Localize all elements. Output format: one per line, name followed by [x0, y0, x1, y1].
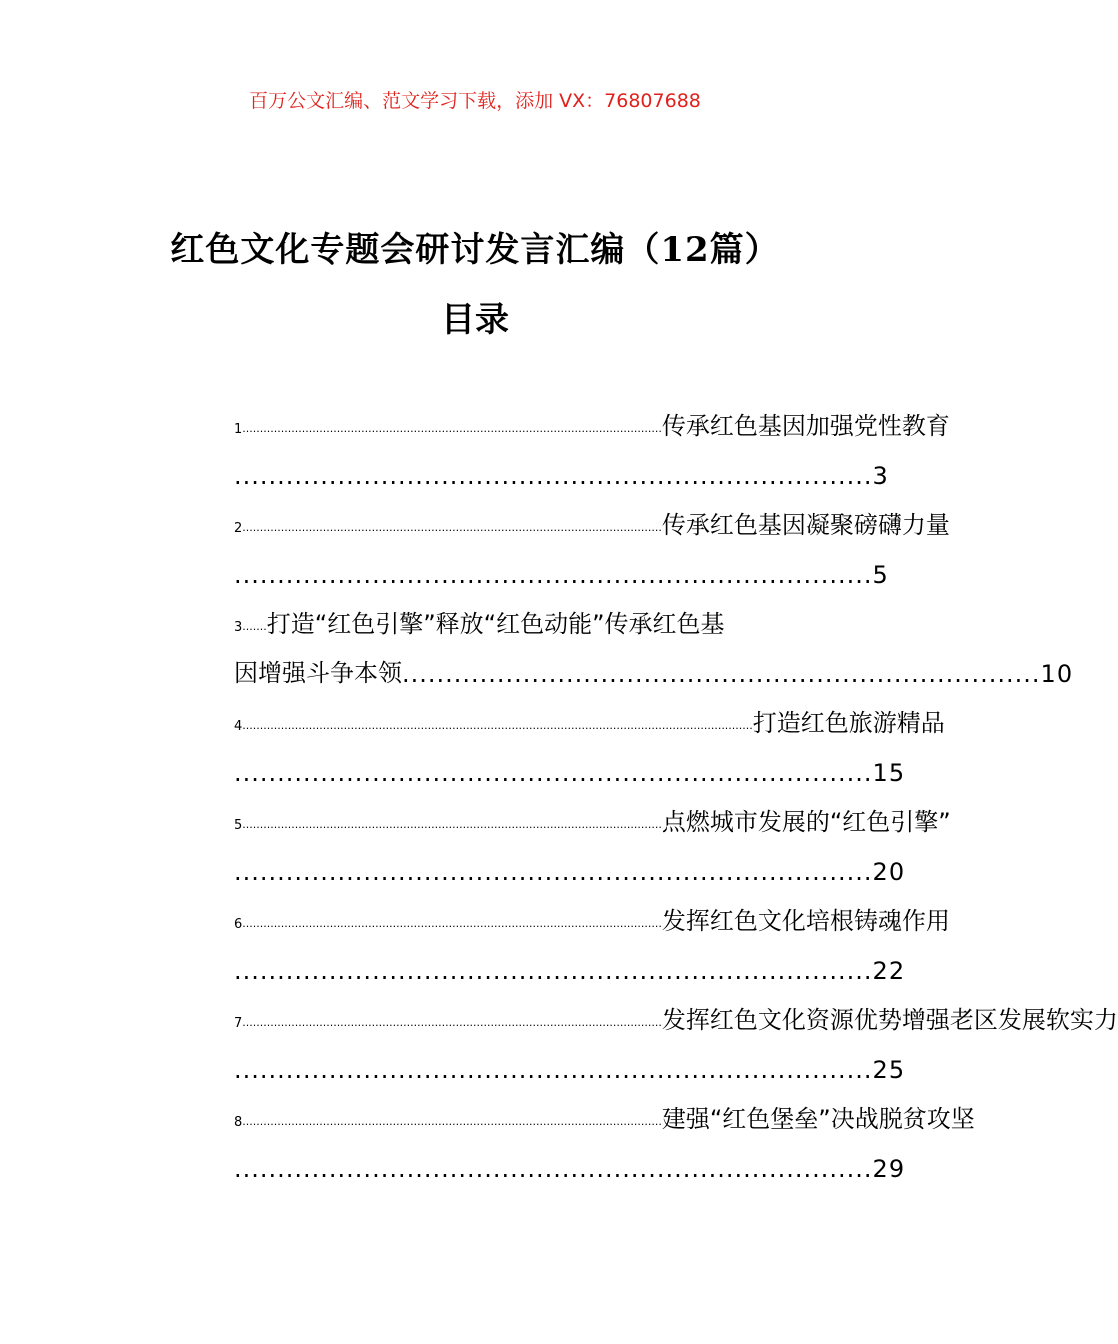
toc-entry-page: 20 — [872, 858, 906, 886]
toc-entry[interactable] — [234, 492, 950, 591]
toc-entry-page: 5 — [872, 561, 889, 589]
toc-entry-number: 8 — [234, 1114, 243, 1130]
toc-entry-title-continued: 因增强斗争本领 — [234, 659, 402, 687]
toc-leader-dots: .......................................................................... — [402, 660, 1041, 688]
toc-leader-dots: .......................................................................... — [234, 1056, 873, 1084]
table-of-contents — [234, 393, 1118, 1185]
header-promo-note: 百万公文汇编、范文学习下载，添加 VX：76807688 — [249, 90, 701, 112]
toc-heading: 目录 — [441, 300, 509, 340]
toc-entry-title: 传承红色基因凝聚磅礴力量 — [661, 510, 950, 539]
toc-entry-page: 22 — [872, 957, 906, 985]
toc-leader-dots: ........................................................................................................................ — [242, 520, 662, 534]
toc-entry-page: 29 — [872, 1155, 906, 1183]
toc-entry-page: 15 — [872, 759, 906, 787]
toc-entry-page: 10 — [1040, 660, 1074, 688]
toc-leader-dots: .......................................................................... — [234, 957, 873, 985]
toc-entry-title: 打造红色旅游精品 — [752, 708, 945, 737]
toc-entry-number: 3 — [234, 619, 243, 635]
toc-entry-number: 2 — [234, 520, 243, 536]
toc-entry[interactable] — [234, 393, 950, 492]
toc-leader-dots: ........................................................................................................................ — [242, 1015, 662, 1029]
toc-entry-number: 7 — [234, 1015, 243, 1031]
toc-leader-dots: .......................................................................... — [234, 462, 873, 490]
toc-entry-number: 1 — [234, 421, 243, 437]
title-number: 12 — [660, 230, 710, 270]
toc-leader-dots: .......................................................................... — [234, 759, 873, 787]
toc-leader-dots: .................................................................................................................................................. — [242, 718, 753, 732]
title-prefix: 红色文化专题会研讨发言汇编（ — [170, 230, 661, 270]
toc-entry[interactable] — [234, 987, 1118, 1086]
toc-entry-title: 建强“红色堡垒”决战脱贫攻坚 — [661, 1104, 975, 1133]
toc-leader-dots: .......................................................................... — [234, 561, 873, 589]
toc-leader-dots: ........................................................................................................................ — [242, 1114, 662, 1128]
toc-entry[interactable] — [234, 888, 950, 987]
toc-entry-number: 6 — [234, 916, 243, 932]
toc-entry-page: 3 — [872, 462, 889, 490]
toc-leader-dots: .......................................................................... — [234, 858, 873, 886]
toc-entry[interactable] — [234, 591, 1074, 690]
toc-entry-number: 4 — [234, 718, 243, 734]
toc-leader-dots: .......................................................................... — [234, 1155, 873, 1183]
toc-leader-dots: ....... — [242, 619, 267, 633]
toc-entry-title: 传承红色基因加强党性教育 — [661, 411, 950, 440]
toc-leader-dots: ........................................................................................................................ — [242, 916, 662, 930]
document-title — [0, 222, 950, 271]
toc-entry[interactable] — [234, 690, 945, 789]
toc-entry-title: 发挥红色文化培根铸魂作用 — [661, 906, 950, 935]
toc-entry-number: 5 — [234, 817, 243, 833]
toc-entry-title: 打造“红色引擎”释放“红色动能”传承红色基 — [266, 609, 725, 638]
title-suffix: 篇） — [709, 230, 780, 270]
toc-entry[interactable] — [234, 1086, 975, 1185]
toc-leader-dots: ........................................................................................................................ — [242, 421, 662, 435]
toc-leader-dots: ........................................................................................................................ — [242, 817, 662, 831]
toc-entry-title: 发挥红色文化资源优势增强老区发展软实力 — [661, 1005, 1118, 1034]
toc-entry[interactable] — [234, 789, 951, 888]
toc-entry-title: 点燃城市发展的“红色引擎” — [661, 807, 951, 836]
toc-entry-page: 25 — [872, 1056, 906, 1084]
